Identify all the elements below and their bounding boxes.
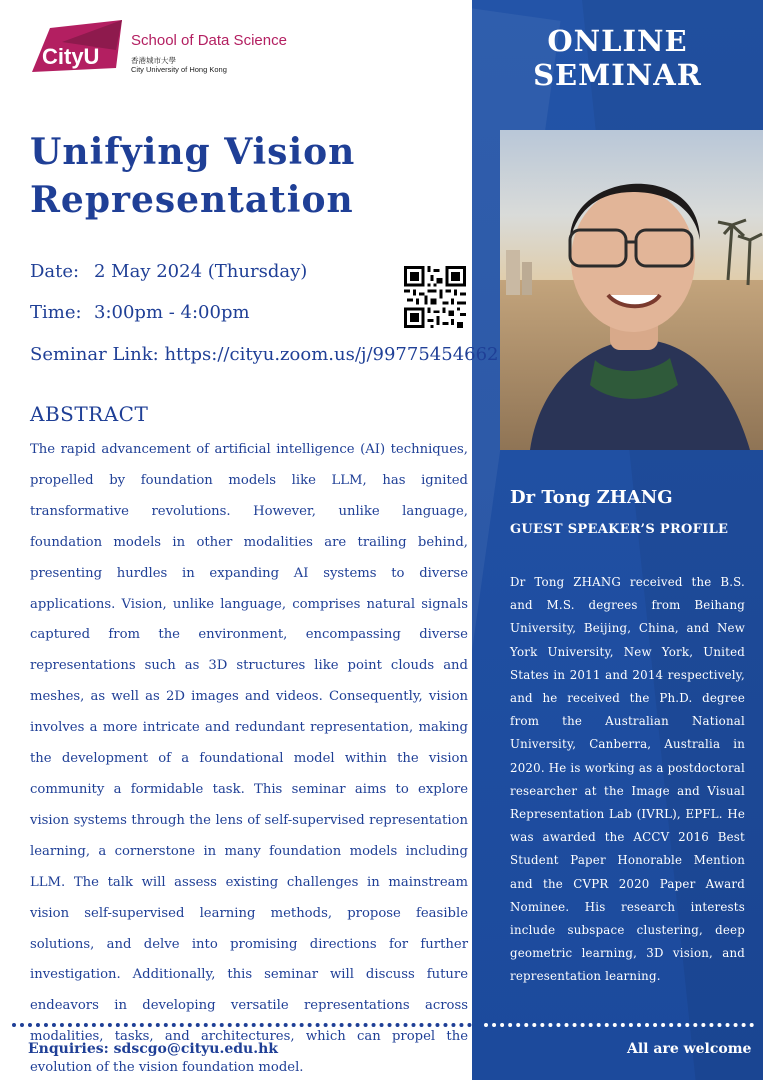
speaker-profile-heading: GUEST SPEAKER’S PROFILE — [510, 522, 729, 537]
school-name: School of Data Science — [131, 32, 287, 49]
seminar-title-line-1: Unifying Vision — [30, 131, 356, 173]
seminar-link[interactable]: https://cityu.zoom.us/j/99775454662 — [164, 344, 499, 365]
university-name-chinese: 香港城市大學 — [131, 56, 176, 65]
link-label: Seminar Link: — [30, 344, 159, 365]
speaker-name: Dr Tong ZHANG — [510, 487, 673, 508]
all-welcome-note: All are welcome — [627, 1041, 752, 1057]
link-row — [30, 344, 499, 365]
qr-code[interactable] — [404, 266, 466, 328]
seminar-title-line-2: Representation — [30, 179, 354, 221]
footer-divider — [12, 1023, 472, 1027]
speaker-photo — [500, 130, 763, 450]
speaker-photo-illustration — [500, 130, 763, 450]
banner-line-2: SEMINAR — [533, 58, 702, 92]
online-seminar-banner — [472, 24, 763, 92]
date-row — [30, 261, 307, 282]
abstract-body: The rapid advancement of artificial intelligence (AI) techniques, propelled by foundation models like LLM, has ignited transformative revolutions. However, unlike language, foundation models in other modalities are trailing behind, presenting hurdles in expanding AI systems to diverse applications. Vision, unlike language, comprises natural signals captured from the environment, encompassing diverse representations such as 3D structures like point clouds and meshes, as well as 2D images and videos. Consequently, vision involves a more intricate and redundant representation, making the development of a foundational model within the vision community a formidable task. This seminar aims to explore vision systems through the lens of self-supervised representation learning, a cornerstone in many foundation models including LLM. The talk will assess existing challenges in mainstream vision self-supervised learning methods, propose feasible solutions, and delve into promising directions for further investigation. Additionally, this seminar will discuss future endeavors in developing versatile representations across modalities, tasks, and architectures, which can propel the evolution of the vision foundation model. — [30, 442, 468, 1076]
university-name-english: City University of Hong Kong — [131, 65, 227, 74]
speaker-bio: Dr Tong ZHANG received the B.S. and M.S. degrees from Beihang University, Beijing, China, and New York University, New York, United States in 2011 and 2014 respectively, and he received the Ph.D. degree from the Australian National University, Canberra, Australia in 2020. He is working as a postdoctoral researcher at the Image and Visual Representation Lab (IVRL), EPFL. He was awarded the ACCV 2016 Best Student Paper Honorable Mention and the CVPR 2020 Paper Award Nominee. His research interests include subspace clustering, deep geometric learning, 3D vision, and representation learning. — [510, 575, 745, 984]
time-label: Time: — [30, 302, 82, 323]
enquiries-contact[interactable]: Enquiries: sdscgo@cityu.edu.hk — [28, 1041, 278, 1057]
qr-code-icon — [404, 266, 466, 328]
cityu-logo-mark — [32, 20, 132, 80]
time-row — [30, 302, 250, 323]
seminar-title — [30, 128, 460, 224]
footer-divider-right — [484, 1023, 754, 1027]
logo-mark-text: CityU — [42, 44, 100, 69]
abstract-heading: ABSTRACT — [30, 402, 149, 426]
date-value: 2 May 2024 (Thursday) — [94, 261, 308, 282]
university-name — [131, 56, 227, 74]
date-label: Date: — [30, 261, 80, 282]
time-value: 3:00pm - 4:00pm — [94, 302, 250, 323]
banner-line-1: ONLINE — [547, 24, 688, 58]
